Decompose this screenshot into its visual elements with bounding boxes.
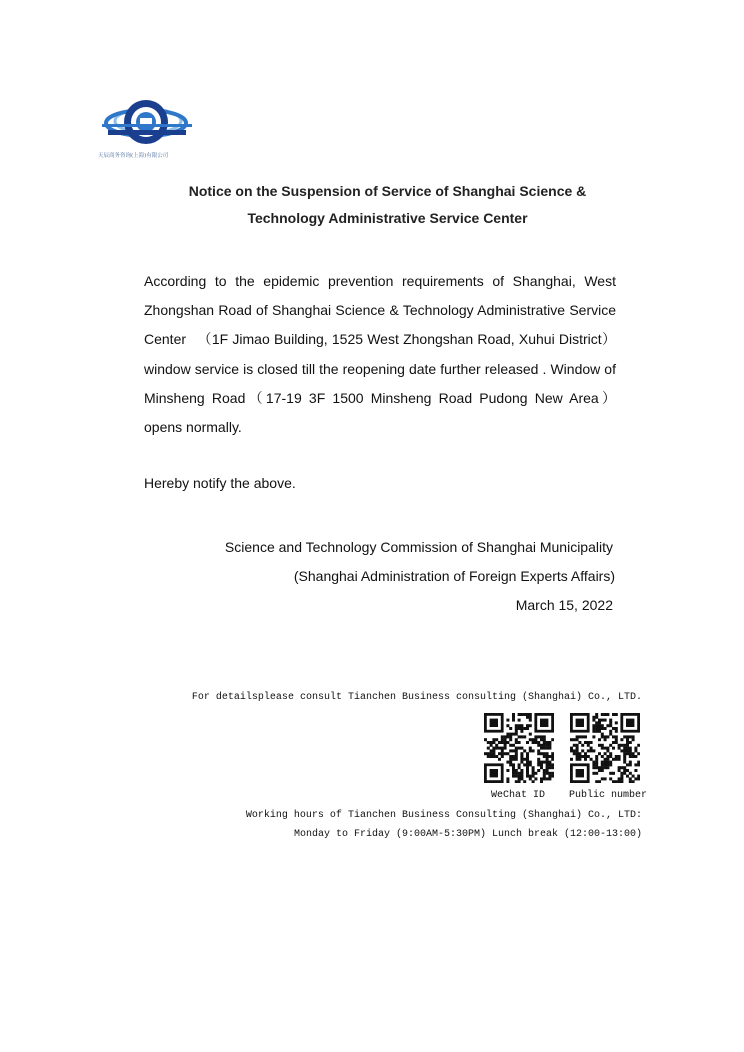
notice-signature [225, 533, 615, 620]
wechat-id-label: WeChat ID [491, 790, 546, 801]
signature-organization: Science and Technology Commission of Shanghai Municipality [224, 539, 613, 555]
notice-title-line1: Notice on the Suspension of Service of Shanghai Science & [188, 183, 587, 199]
working-hours-line: Working hours of Tianchen Business Consulting (Shanghai) Co., LTD: [245, 810, 642, 821]
notice-body: According to the epidemic prevention requirements of Shanghai, West Zhongshan Road of Shanghai Science & Technology Administrative Service Center （1F Jimao Building, 1525 West Zhongshan Road, Xuhui District） window service is closed till the reopening date further released . Window of Minsheng Road（17-19 3F 1500 Minsheng Road Pudong New Area）opens normally. [144, 273, 616, 436]
logo-caption: 天辰商务咨询(上海)有限公司 [98, 153, 169, 159]
consult-text: For detailsplease consult Tianchen Business consulting (Shanghai) Co., LTD. [191, 692, 642, 703]
notice-title-line2: Technology Administrative Service Center [247, 210, 528, 226]
notice-title [150, 178, 625, 232]
wechat-qr-code-icon [484, 713, 554, 783]
public-account-qr-code-icon [570, 713, 640, 783]
notice-closing: Hereby notify the above. [144, 475, 296, 491]
signature-date: March 15, 2022 [515, 597, 613, 613]
public-number-label: Public number [569, 790, 648, 801]
signature-suborganization: (Shanghai Administration of Foreign Experts Affairs) [293, 568, 615, 584]
working-hours-detail: Monday to Friday (9:00AM-5:30PM) Lunch break (12:00-13:00) [293, 829, 642, 840]
